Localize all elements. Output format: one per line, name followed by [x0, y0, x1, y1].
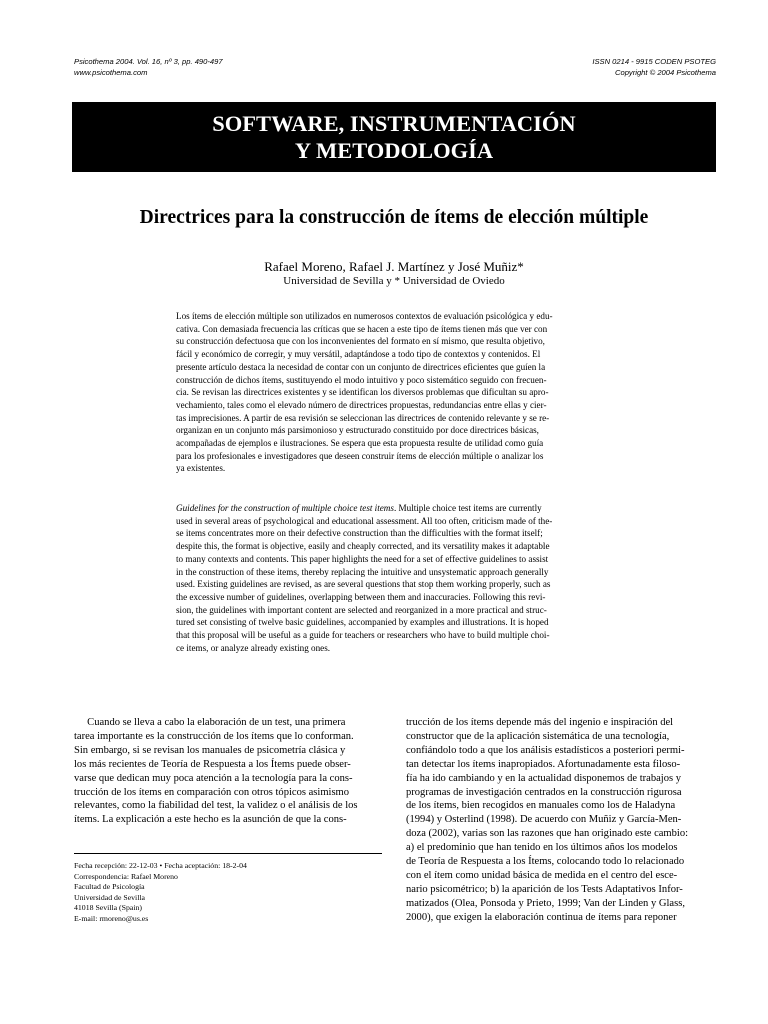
body-line: tarea importante es la construcción de los ítems que lo conforman. [74, 730, 354, 742]
body-line: (1994) y Osterlind (1998). De acuerdo con Muñiz y García-Men- [406, 814, 682, 826]
body-line: Cuando se lleva a cabo la elaboración de un test, una primera [74, 717, 346, 728]
body-line: matizados (Olea, Ponsoda y Prieto, 1999; Van der Linden y Glass, [406, 897, 685, 909]
abstract-line: sion, the guidelines with important content are selected and reorganized in a more practical and struc- [176, 604, 547, 615]
abstract-line: ce items, or analyze already existing ones. [176, 642, 331, 653]
abstract-line: cia. Se revisan las directrices existentes y se identifican los diversos problemas que dificultan su apro- [176, 387, 549, 398]
body-line: tan detectar los ítems inapropiados. Afortunadamente esta filoso- [406, 758, 681, 770]
abstract-line: tas imprecisiones. A partir de esa revisión se seleccionan las directrices de contenido relevante y se re- [176, 412, 550, 423]
body-line: de los ítems, bien recogidos en manuales como los de Haladyna [406, 800, 676, 812]
abstract-line: presente artículo destaca la necesidad de contar con un conjunto de directrices eficientes que guíen la [176, 361, 546, 372]
body-line: confiándolo todo a que los análisis estadísticos a posteriori permi- [406, 744, 685, 756]
abstract-line: tured set consisting of twelve basic guidelines, accompanied by examples and illustrations. It is hoped [176, 617, 549, 628]
abstract-line: cativa. Con demasiada frecuencia las críticas que se hacen a este tipo de ítems tienen más que ver con [176, 323, 548, 334]
body-line: 2000), que exigen la elaboración continua de ítems para reponer [406, 911, 677, 923]
body-line: trucción de los ítems depende más del ingenio e inspiración del [406, 717, 674, 728]
abstract-line [176, 502, 614, 515]
footnote [74, 861, 247, 925]
footnote-line: 41018 Sevilla (Spain) [74, 903, 142, 913]
copyright-line: Copyright © 2004 Psicothema [615, 68, 716, 77]
footnote-line: Facultad de Psicología [74, 882, 145, 892]
abstract-line: construcción de dichos ítems, sustituyendo el modo intuitivo y poco sistemático seguido con frecuen- [176, 374, 547, 385]
body-line: relevantes, como la fiabilidad del test, la validez o el análisis de los [74, 800, 358, 812]
body-line: trucción de los ítems en comparación con otros tópicos asimismo [74, 786, 350, 798]
body-line: los más recientes de Teoría de Respuesta a los Ítems puede obser- [74, 758, 351, 770]
abstract-english [176, 502, 614, 654]
body-column-right [406, 716, 714, 925]
abstract-spanish [176, 310, 614, 475]
abstract-line: fácil y económico de corregir, y muy versátil, adaptándose a todo tipo de contextos y contenidos. El [176, 349, 541, 360]
body-line: nario psicométrico; b) la aparición de los Tests Adaptativos Infor- [406, 883, 683, 895]
body-line: a) el predominio que han tenido en los últimos años los modelos [406, 842, 678, 854]
abstract-line-text: . Multiple choice test items are currently [393, 503, 542, 513]
body-line: ítems. La explicación a este hecho es la asunción de que la cons- [74, 814, 347, 826]
abstract-line: the excessive number of guidelines, overlapping between them and inaccuracies. Following this revi- [176, 591, 546, 602]
abstract-line: vechamiento, tales como el elevado número de directrices propuestas, redundancias entre ellas y cier- [176, 399, 547, 410]
journal-issn [592, 56, 716, 78]
section-banner [72, 102, 716, 172]
footnote-line: Correspondencia: Rafael Moreno [74, 871, 178, 881]
abstract-line: se items concentrates more on their defective construction than the difficulties with the format itself; [176, 528, 543, 539]
body-line: fía ha ido cambiando y en la actualidad disponemos de trabajos y [406, 772, 682, 784]
abstract-line: in the construction of these items, thereby replacing the intuitive and unsystematic approach generally [176, 566, 549, 577]
english-title: Guidelines for the construction of multiple choice test items [176, 503, 394, 513]
abstract-line: that this proposal will be useful as a guide for teachers or researchers who have to build multiple choi- [176, 630, 550, 641]
paper-authors: Rafael Moreno, Rafael J. Martínez y José Muñiz* [264, 259, 524, 274]
abstract-line: su construcción defectuosa que con los inconvenientes del formato en sí mismo, que resulta objetivo, [176, 336, 545, 347]
issn-line: ISSN 0214 - 9915 CODEN PSOTEG [592, 57, 716, 66]
abstract-line: para los profesionales e investigadores que deseen construir ítems de elección múltiple o analizar los [176, 450, 544, 461]
abstract-line: used. Existing guidelines are revised, as are several questions that stop them working properly, such as [176, 579, 551, 590]
body-line: Sin embargo, si se revisan los manuales de psicometría clásica y [74, 744, 346, 756]
abstract-line: ya existentes. [176, 463, 226, 474]
abstract-line: organizan en un conjunto más parsimonioso y estructurado constituido por doce directrices básicas, [176, 425, 539, 436]
abstract-line: used in several areas of psychological and educational assessment. All too often, criticism made of the- [176, 515, 553, 526]
journal-citation [74, 56, 223, 78]
footnote-email[interactable]: E-mail: rmoreno@us.es [74, 913, 149, 923]
body-line: con el ítem como unidad básica de medida en el centro del esce- [406, 869, 678, 881]
author-affiliation: Universidad de Sevilla y * Universidad de Oviedo [283, 275, 505, 287]
abstract-line: acompañadas de ejemplos e ilustraciones. Se espera que esta propuesta resulte de utilidad como guía [176, 438, 544, 449]
journal-volume-line: Psicothema 2004. Vol. 16, nº 3, pp. 490-497 [74, 57, 223, 66]
abstract-line: Los ítems de elección múltiple son utilizados en numerosos contextos de evaluación psicológica y edu- [176, 311, 553, 321]
journal-website[interactable]: www.psicothema.com [74, 68, 148, 77]
abstract-line: despite this, the format is objective, easily and cheaply corrected, and its versatility makes it adaptable [176, 541, 550, 552]
body-line: de Teoría de Respuesta a los Ítems, colocando todo lo relacionado [406, 856, 685, 868]
body-column-left [74, 716, 382, 827]
section-title-line-2: Y METODOLOGÍA [294, 138, 494, 163]
footnote-line: Universidad de Sevilla [74, 892, 146, 902]
footnote-divider [74, 853, 382, 854]
footnote-line: Fecha recepción: 22-12-03 • Fecha aceptación: 18-2-04 [74, 861, 247, 870]
paper-title: Directrices para la construcción de ítems de elección múltiple [139, 207, 649, 228]
section-title-line-1: SOFTWARE, INSTRUMENTACIÓN [212, 111, 576, 136]
body-line: doza (2002), varias son las razones que han originado este cambio: [406, 828, 689, 840]
abstract-line: to many contexts and contents. This paper highlights the need for a set of effective guidelines to assist [176, 553, 549, 564]
body-line: varse que dedican muy poca atención a la tecnología para la cons- [74, 772, 353, 784]
body-line: programas de investigación centrados en la construcción rigurosa [406, 786, 682, 798]
body-line: constructor que de la aplicación sistemática de una tecnología, [406, 730, 670, 742]
